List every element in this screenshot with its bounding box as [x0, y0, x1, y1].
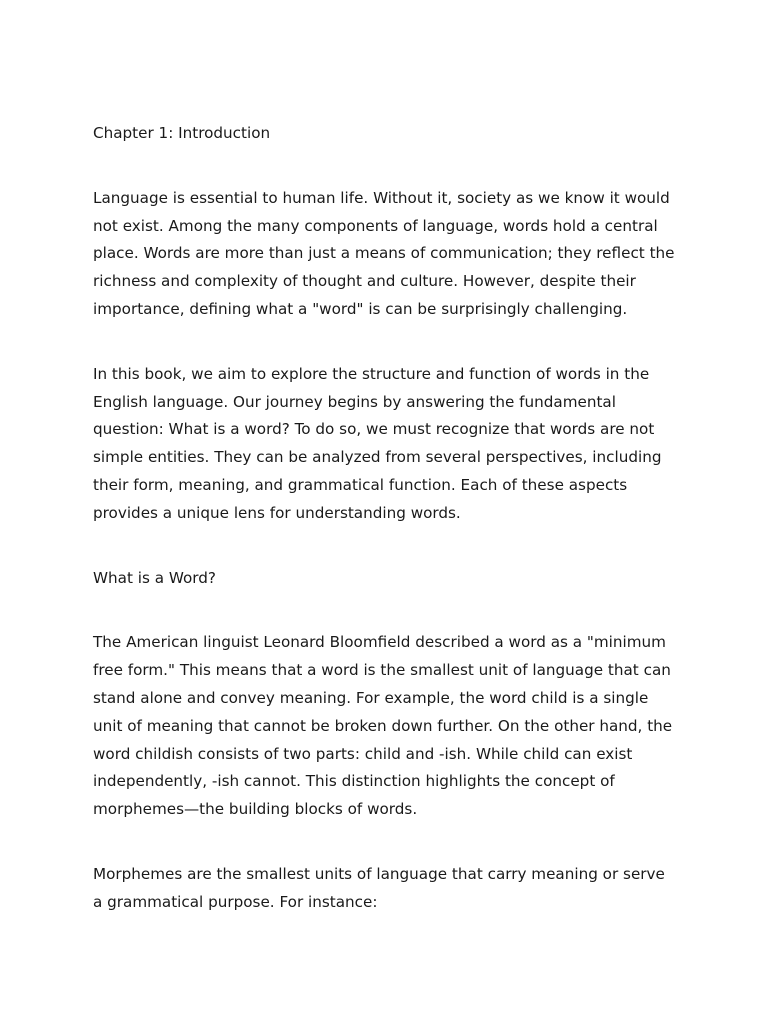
paragraph-intro-2: In this book, we aim to explore the structure and function of words in the English language. Our journey begins by answering the fundamental question: What is a word? To do so, we must recognize that words are not simple entities. They can be analyzed from several perspectives, including their form, meaning, and grammatical function. Each of these aspects provides a unique lens for understanding words.: [93, 364, 662, 522]
section-heading: What is a Word?: [93, 568, 216, 587]
paragraph-intro-1: Language is essential to human life. Without it, society as we know it would not exist. Among the many components of language, words hold a central place. Words are more than just a means of communication; they reflect the richness and complexity of thought and culture. However, despite their importance, defining what a "word" is can be surprisingly challenging.: [93, 188, 675, 318]
paragraph-bloomfield: The American linguist Leonard Bloomfield described a word as a "minimum free form." This means that a word is the smallest unit of language that can stand alone and convey meaning. For example, the word child is a single unit of meaning that cannot be broken down further. On the other hand, the word childish consists of two parts: child and -ish. While child can exist independently, -ish cannot. This distinction highlights the concept of morphemes—the building blocks of words.: [93, 633, 673, 819]
document-page: [93, 120, 678, 954]
paragraph-morphemes: Morphemes are the smallest units of language that carry meaning or serve a grammatical purpose. For instance:: [93, 864, 665, 911]
chapter-heading: Chapter 1: Introduction: [93, 124, 271, 142]
